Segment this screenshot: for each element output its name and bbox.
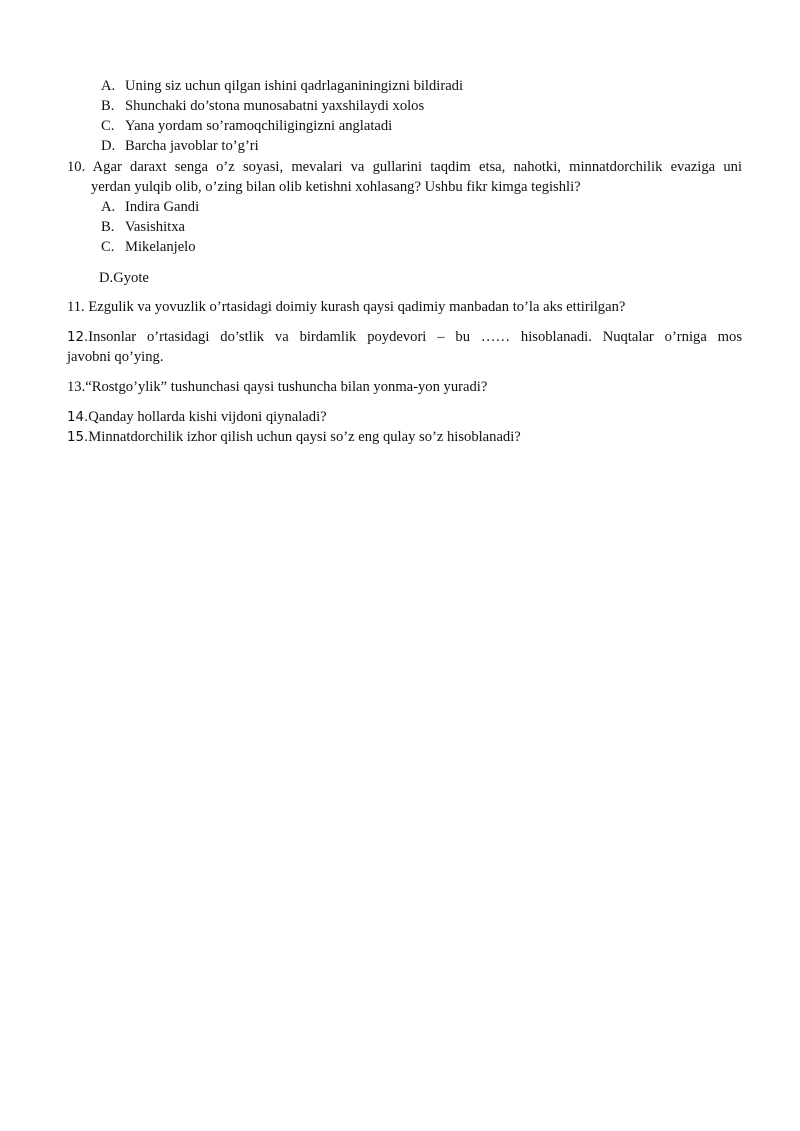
question-14-text: Qanday hollarda kishi vijdoni qiynaladi? xyxy=(88,409,327,425)
option-letter: B. xyxy=(101,98,115,114)
question-14 xyxy=(67,407,327,428)
option-letter: C. xyxy=(101,239,115,255)
option-text: Yana yordam so’ramoqchiligingizni anglatadi xyxy=(125,118,393,134)
option-text: Barcha javoblar to’g’ri xyxy=(125,138,259,154)
question-11: 11. Ezgulik va yovuzlik o’rtasidagi doimiy kurash qaysi qadimiy manbadan to’la aks ettirilgan? xyxy=(67,299,626,315)
question-10-line-2: yerdan yulqib olib, o’zing bilan olib ketishni xohlasang? Ushbu fikr kimga tegishli? xyxy=(91,179,581,195)
q10-option-c xyxy=(101,237,196,257)
question-14-number: 14. xyxy=(67,410,89,425)
option-text: Mikelanjelo xyxy=(125,239,196,255)
q9-option-b xyxy=(101,96,424,116)
option-text: Indira Gandi xyxy=(125,199,200,215)
option-letter: A. xyxy=(101,199,116,215)
question-12-line-1 xyxy=(67,327,742,348)
question-12-line-2: javobni qo’ying. xyxy=(67,349,164,365)
question-15 xyxy=(67,427,521,448)
option-letter: D. xyxy=(101,138,116,154)
q9-option-c xyxy=(101,116,392,136)
question-13: 13.“Rostgo’ylik” tushunchasi qaysi tushuncha bilan yonma-yon yuradi? xyxy=(67,379,488,395)
option-letter: A. xyxy=(101,78,116,94)
option-letter: C. xyxy=(101,118,115,134)
question-10-line-1: 10. Agar daraxt senga o’z soyasi, mevalari va gullarini taqdim etsa, nahotki, minnatdorchilik evaziga uni xyxy=(67,159,742,175)
question-15-text: Minnatdorchilik izhor qilish uchun qaysi so’z eng qulay so’z hisoblanadi? xyxy=(88,429,521,445)
option-text: Shunchaki do’stona munosabatni yaxshilaydi xolos xyxy=(125,98,425,114)
q9-option-a xyxy=(101,76,463,96)
option-text: Vasishitxa xyxy=(125,219,185,235)
q10-option-b xyxy=(101,217,185,237)
question-15-number: 15. xyxy=(67,430,89,445)
question-12-text: Insonlar o’rtasidagi do’stlik va birdamlik poydevori – bu …… hisoblanadi. Nuqtalar o’rniga mos xyxy=(88,329,742,345)
option-letter: B. xyxy=(101,219,115,235)
question-12-number: 12. xyxy=(67,330,89,345)
q9-option-d xyxy=(101,136,259,156)
q10-option-a xyxy=(101,197,199,217)
option-text: Uning siz uchun qilgan ishini qadrlaganiningizni bildiradi xyxy=(125,78,464,94)
q10-option-d: D.Gyote xyxy=(99,270,149,286)
